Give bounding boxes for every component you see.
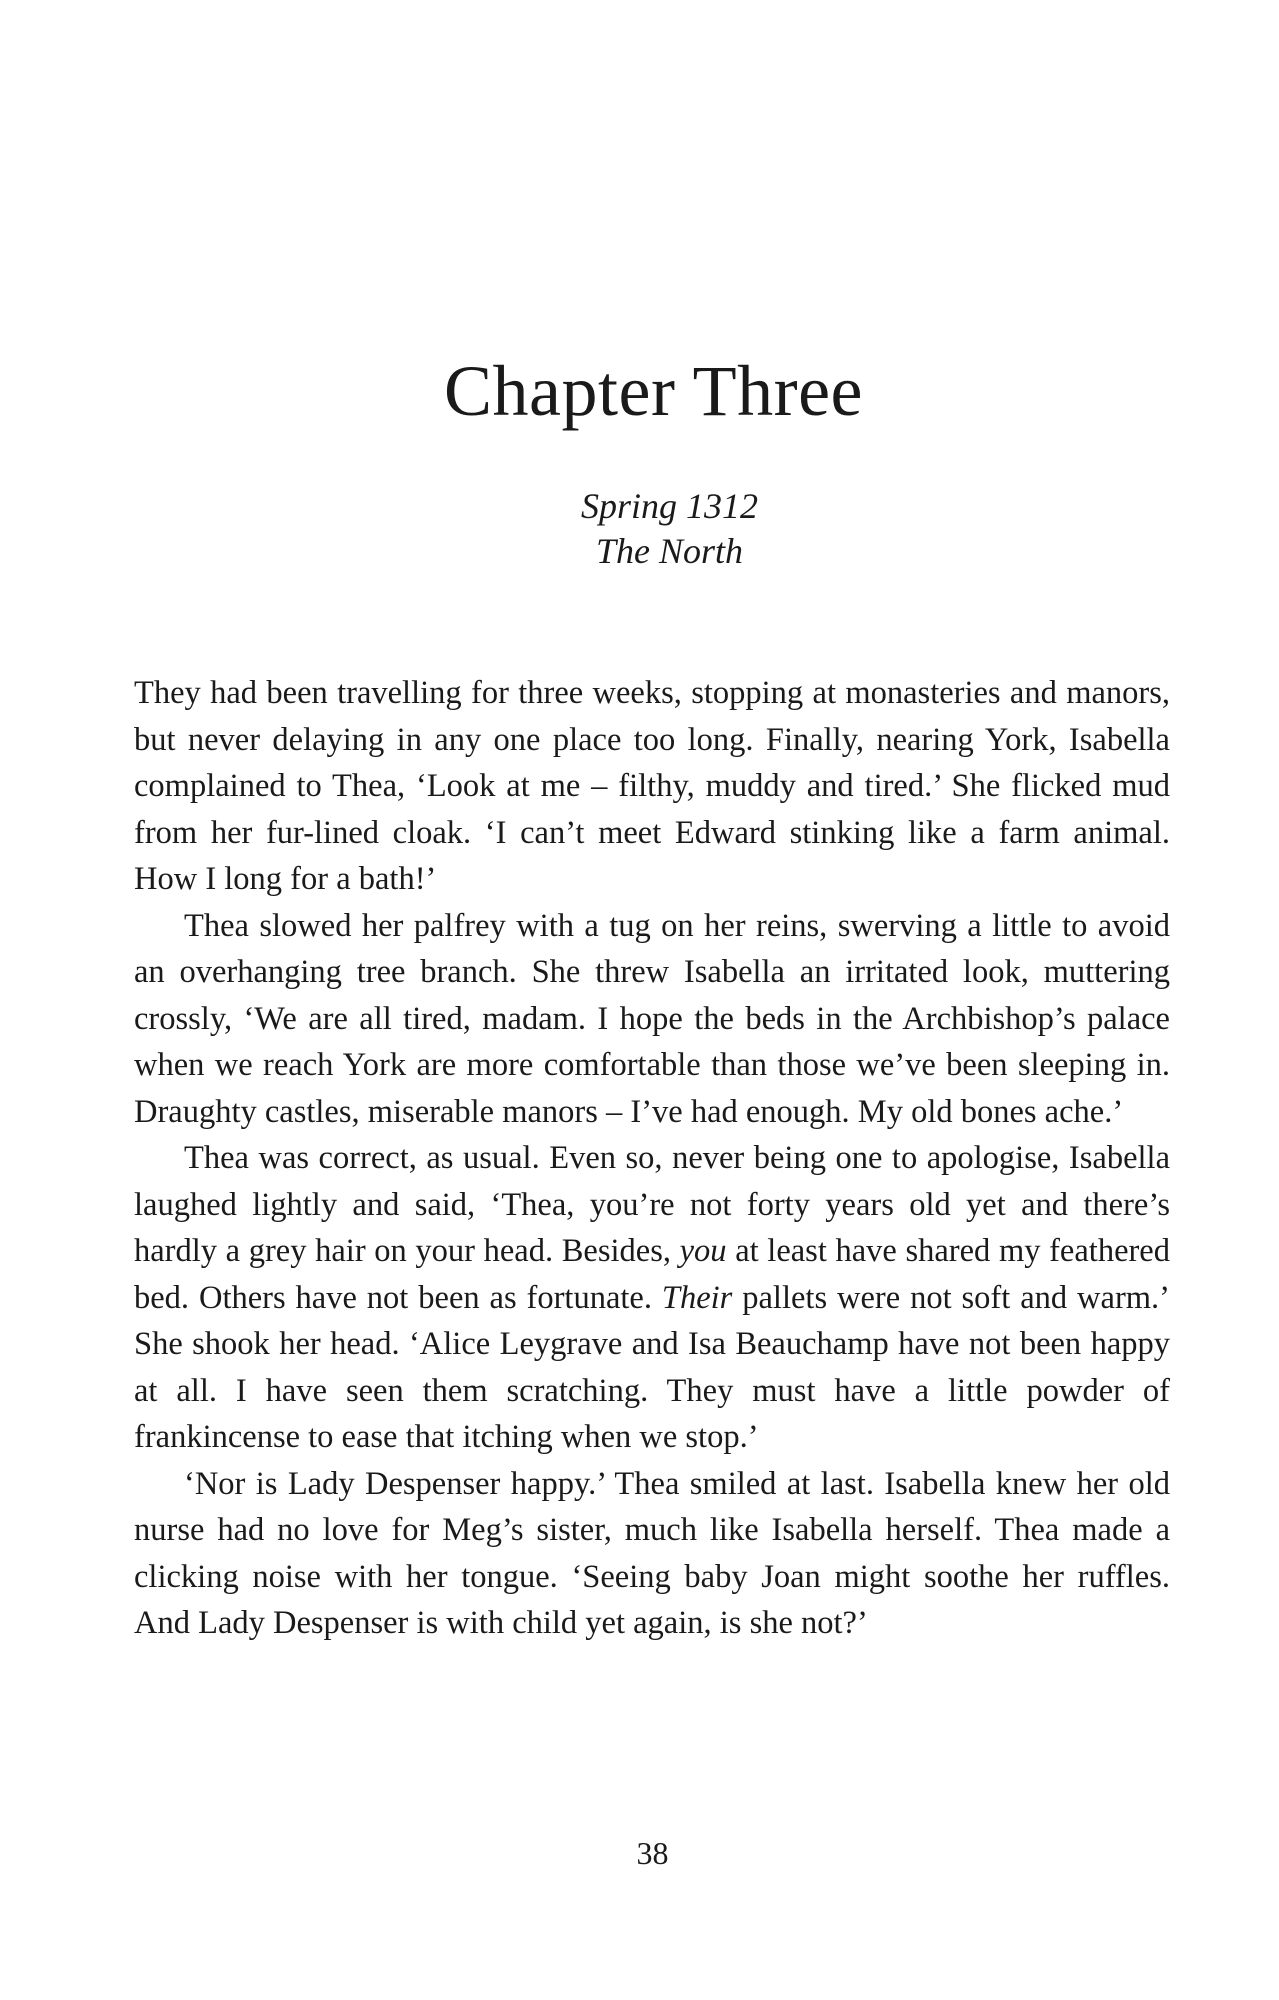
paragraph-4: ‘Nor is Lady Despenser happy.’ Thea smiled at last. Isabella knew her old nurse had no love for Meg’s sister, much like Isabella herself. Thea made a clicking noise with her tongue. ‘Seeing baby Joan might soothe her ruffles. And Lady Despenser is with child yet again, is she not?’ — [134, 1465, 1170, 1641]
chapter-place: The North — [595, 531, 744, 571]
emphasis-their: Their — [661, 1279, 733, 1316]
paragraph-2: Thea slowed her palfrey with a tug on her reins, swerving a little to avoid an overhanging tree branch. She threw Isabella an irritated look, muttering crossly, ‘We are all tired, madam. I hope the beds in the Archbishop’s palace when we reach York are more comfortable than those we’ve been sleeping in. Draughty castles, miserable manors – I’ve had enough. My old bones ache.’ — [134, 907, 1170, 1130]
chapter-date: Spring 1312 — [580, 486, 758, 526]
chapter-title: Chapter Three — [444, 351, 863, 431]
paragraph-3-text-b: at least have shared my feathered bed. Others have not been as fortunate. — [134, 1233, 1170, 1316]
chapter-body — [134, 670, 1170, 1647]
paragraph-3-text-c: pallets were not soft and warm.’ She shook her head. ‘Alice Leygrave and Isa Beauchamp have not been happy at all. I have seen them scratching. They must have a little powder of frankincense to ease that itching when we stop.’ — [134, 1279, 1170, 1455]
paragraph-3-text-a: Thea was correct, as usual. Even so, never being one to apologise, Isabella laughed lightly and said, ‘Thea, you’re not forty years old yet and there’s hardly a grey hair on your head. Besides, — [134, 1140, 1170, 1269]
paragraph-1: They had been travelling for three weeks, stopping at monasteries and manors, but never delaying in any one place too long. Finally, nearing York, Isabella complained to Thea, ‘Look at me – filthy, muddy and tired.’ She flicked mud from her fur-lined cloak. ‘I can’t meet Edward stinking like a farm animal. How I long for a bath!’ — [134, 675, 1170, 897]
emphasis-you: you — [679, 1233, 727, 1269]
page-number: 38 — [636, 1835, 669, 1871]
paragraph-3 — [134, 1135, 1170, 1461]
